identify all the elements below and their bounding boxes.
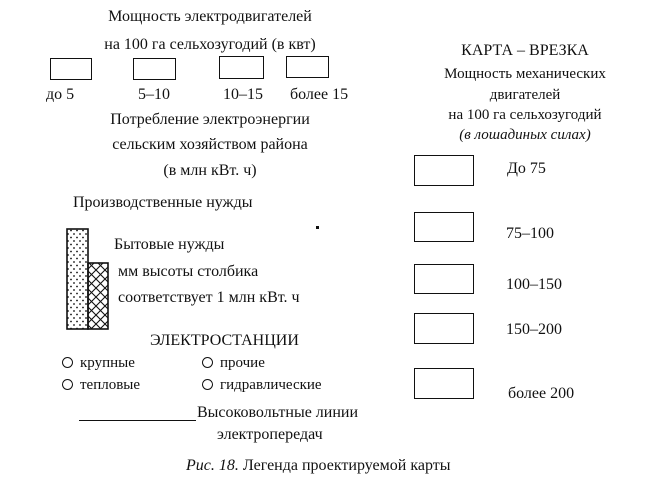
motor-range-3: 10–15 [223, 86, 263, 103]
map-range-4: 150–200 [506, 321, 562, 338]
motor-range-1: до 5 [46, 86, 75, 103]
motor-range-4: более 15 [290, 86, 349, 103]
motor-box-1 [50, 58, 92, 80]
stations-title: ЭЛЕКТРОСТАНЦИИ [150, 332, 299, 349]
map-subtitle-1: Мощность механических [444, 66, 606, 82]
map-range-box-3 [414, 264, 474, 294]
map-range-box-5 [414, 368, 474, 399]
motor-box-3 [219, 56, 264, 79]
station-large [62, 355, 135, 372]
circle-marker-icon [202, 379, 213, 390]
station-large-label: крупные [80, 355, 135, 371]
power-line-label-2: электропередач [217, 426, 323, 443]
power-line-label-1: Высоковольтные линии [197, 404, 359, 421]
household-label: Бытовые нужды [114, 236, 225, 253]
dotted-pattern-icon [67, 229, 88, 329]
map-range-3: 100–150 [506, 276, 562, 293]
station-thermal [62, 377, 140, 394]
station-other [202, 355, 265, 372]
production-label: Производственные нужды [73, 194, 253, 211]
crosshatch-pattern-icon [88, 263, 108, 329]
bar-sample-pictogram [60, 225, 115, 331]
power-title-line-3: (в млн кВт. ч) [163, 162, 257, 179]
map-title: КАРТА – ВРЕЗКА [461, 42, 589, 59]
power-title-line-1: Потребление электроэнергии [110, 111, 310, 128]
circle-marker-icon [202, 357, 213, 368]
motor-box-2 [133, 58, 176, 80]
map-subtitle-3: на 100 га сельхозугодий [448, 107, 602, 123]
motor-range-2: 5–10 [138, 86, 170, 103]
map-range-5: более 200 [508, 385, 575, 402]
power-title-line-2: сельским хозяйством района [112, 136, 308, 153]
figure-number: Рис. 18. [186, 457, 239, 474]
scale-note-line-2: соответствует 1 млн кВт. ч [118, 289, 300, 306]
station-other-label: прочие [220, 355, 265, 371]
motor-box-4 [286, 56, 329, 78]
figure-caption [186, 457, 450, 475]
dot-mark [316, 226, 319, 229]
power-line-sample [79, 420, 196, 421]
station-hydro [202, 377, 322, 394]
map-range-2: 75–100 [506, 225, 554, 242]
map-range-box-1 [414, 155, 474, 186]
station-thermal-label: тепловые [80, 377, 141, 393]
map-range-box-4 [414, 313, 474, 344]
scale-note-line-1: мм высоты столбика [118, 263, 259, 280]
map-range-1: До 75 [507, 160, 546, 177]
station-hydro-label: гидравлические [220, 377, 322, 393]
circle-marker-icon [62, 357, 73, 368]
circle-marker-icon [62, 379, 73, 390]
motor-title-line-2: на 100 га сельхозугодий (в квт) [104, 36, 316, 53]
map-subtitle-2: двигателей [489, 87, 561, 103]
figure-caption-text: Легенда проектируемой карты [238, 457, 451, 474]
map-subtitle-4: (в лошадиных силах) [459, 127, 591, 143]
map-range-box-2 [414, 212, 474, 242]
motor-title-line-1: Мощность электродвигателей [108, 8, 312, 25]
